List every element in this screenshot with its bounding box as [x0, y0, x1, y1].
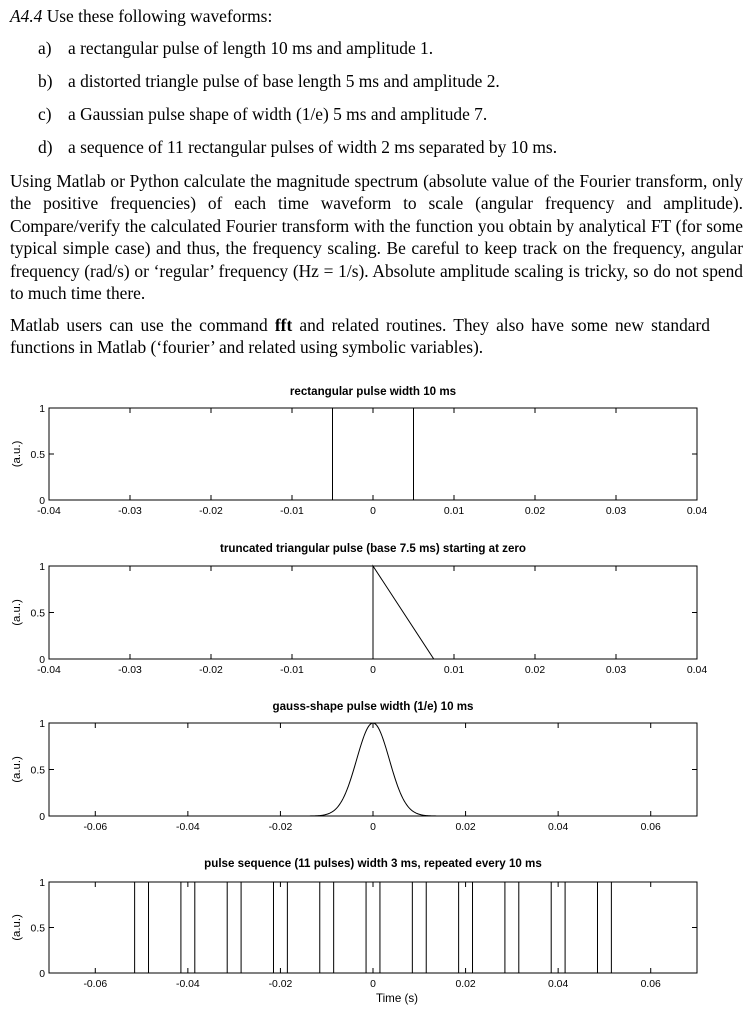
x-tick-label: 0.04: [686, 665, 708, 676]
x-tick-label: 0.06: [640, 822, 661, 833]
x-tick-label: -0.01: [280, 665, 304, 676]
y-tick-label: 1: [39, 878, 45, 889]
x-tick-label: 0.06: [640, 979, 661, 990]
fft-command: fft: [274, 315, 293, 335]
y-tick-label: 0: [39, 969, 45, 980]
y-tick-label: 0.5: [30, 765, 45, 777]
x-tick-label: 0.02: [524, 506, 546, 517]
x-tick-label: -0.02: [268, 822, 293, 833]
x-tick-label: -0.02: [199, 665, 223, 676]
x-tick-label: 0.03: [605, 506, 627, 517]
chart-title: pulse sequence (11 pulses) width 3 ms, repeated every 10 ms: [204, 857, 542, 870]
chart-title: gauss-shape pulse width (1/e) 10 ms: [272, 700, 474, 713]
list-item-text: a rectangular pulse of length 10 ms and amplitude 1.: [68, 38, 434, 58]
plot-frame: [49, 408, 697, 500]
list-item-text: a Gaussian pulse shape of width (1/e) 5 ms and amplitude 7.: [68, 104, 488, 124]
y-tick-label: 1: [39, 404, 45, 415]
x-tick-label: -0.04: [176, 822, 200, 833]
x-tick-label: 0.02: [455, 822, 476, 833]
problem-number: A4.4: [10, 6, 43, 26]
x-tick-label: 0.03: [605, 665, 627, 676]
x-tick-label: 0: [370, 979, 376, 990]
matlab-note-after: and related routines. They also have some new standard functions in Matlab (‘fourier’ and related using symbolic variables).: [10, 315, 710, 358]
x-tick-label: -0.04: [37, 506, 61, 517]
chart-title: rectangular pulse width 10 ms: [289, 385, 457, 398]
matlab-note-paragraph: [10, 314, 710, 359]
problem-intro: Use these following waveforms:: [46, 6, 273, 26]
y-axis-label: (a.u.): [11, 756, 23, 783]
x-tick-label: 0: [370, 506, 376, 517]
x-tick-label: 0.04: [548, 979, 569, 990]
x-tick-label: 0.04: [686, 506, 708, 517]
x-tick-label: -0.02: [199, 506, 223, 517]
x-tick-label: 0.02: [455, 979, 476, 990]
list-item-text: a sequence of 11 rectangular pulses of width 2 ms separated by 10 ms.: [68, 137, 558, 157]
y-axis-label: (a.u.): [11, 914, 23, 941]
y-tick-label: 0.5: [30, 608, 45, 620]
matlab-note-before: Matlab users can use the command: [10, 315, 275, 335]
list-item-text: a distorted triangle pulse of base length 5 ms and amplitude 2.: [68, 71, 500, 91]
x-tick-label: -0.04: [37, 665, 61, 676]
plot-frame: [49, 723, 697, 816]
instructions-paragraph: Using Matlab or Python calculate the magnitude spectrum (absolute value of the Fourier transform, only the positive frequencies) of each time waveform to scale (angular frequency and amplitude). Compare/verify the calculated Fourier transform with the function you obtain by analytical FT (for some typical simple case) and thus, the frequency scaling. Be careful to keep track on the frequency, angular frequency (rad/s) or ‘regular’ frequency (Hz = 1/s). Absolute amplitude scaling is tricky, so do not spend to much time there.: [10, 171, 743, 304]
list-item-label: c): [38, 104, 52, 124]
y-axis-label: (a.u.): [11, 440, 23, 468]
x-tick-label: 0.02: [524, 665, 546, 676]
x-tick-label: 0: [370, 822, 376, 833]
plot-frame: [49, 882, 697, 973]
list-item-label: a): [38, 38, 52, 58]
y-tick-label: 1: [39, 562, 45, 573]
x-tick-label: -0.06: [83, 979, 108, 990]
x-tick-label: -0.03: [118, 506, 142, 517]
y-tick-label: 0: [39, 655, 45, 666]
y-tick-label: 0: [39, 496, 45, 507]
x-tick-label: 0: [370, 665, 376, 676]
series-line: [49, 566, 697, 659]
series-line: [49, 882, 697, 973]
y-tick-label: 0: [39, 812, 45, 823]
list-item-label: d): [38, 137, 53, 157]
y-tick-label: 0.5: [30, 923, 45, 935]
waveform-figure: [0, 378, 748, 1024]
series-line: [49, 408, 697, 500]
x-tick-label: -0.02: [268, 979, 293, 990]
y-tick-label: 1: [39, 719, 45, 730]
list-item-label: b): [38, 71, 53, 91]
x-tick-label: -0.04: [176, 979, 200, 990]
chart-title: truncated triangular pulse (base 7.5 ms) starting at zero: [219, 542, 527, 555]
x-tick-label: -0.01: [280, 506, 304, 517]
waveform-plots: [0, 378, 748, 1024]
x-axis-label: Time (s): [375, 992, 419, 1005]
y-tick-label: 0.5: [30, 450, 45, 461]
problem-heading: [10, 5, 272, 27]
series-line: [49, 723, 697, 816]
y-axis-label: (a.u.): [11, 599, 23, 626]
x-tick-label: 0.01: [443, 665, 465, 676]
x-tick-label: -0.03: [118, 665, 142, 676]
x-tick-label: -0.06: [83, 822, 108, 833]
x-tick-label: 0.04: [548, 822, 569, 833]
x-tick-label: 0.01: [443, 506, 465, 517]
